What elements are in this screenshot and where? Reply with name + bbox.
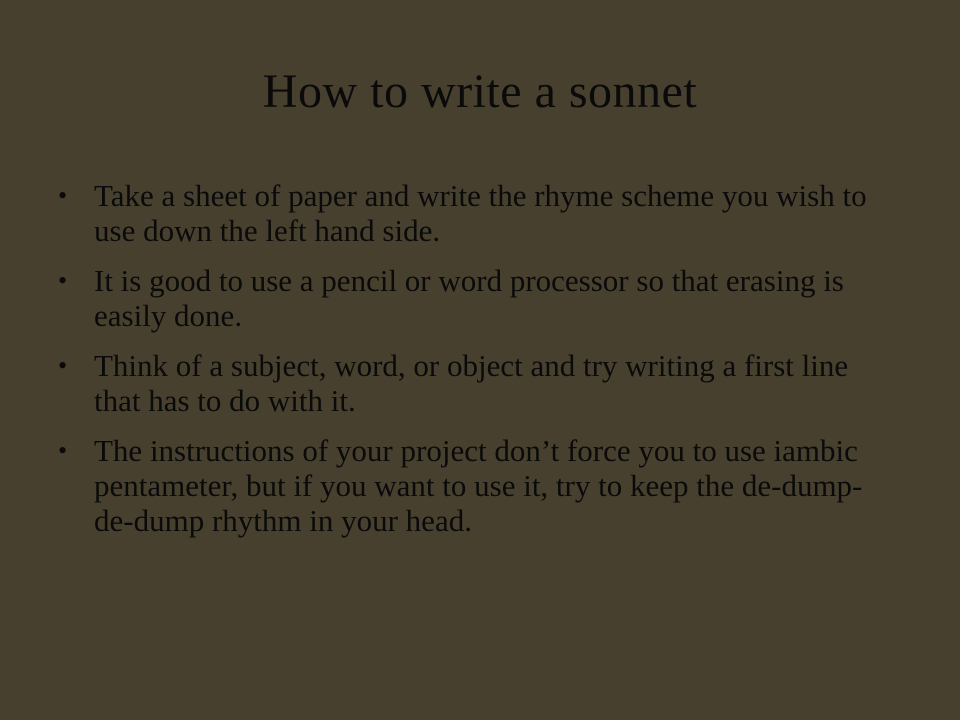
bullet-icon: • xyxy=(58,351,68,380)
bullet-text: Take a sheet of paper and write the rhyme scheme you wish to use down the left hand side. xyxy=(94,178,867,248)
bullet-icon: • xyxy=(58,266,68,295)
bullet-icon: • xyxy=(58,181,68,210)
bullet-item xyxy=(58,178,898,248)
bullet-item xyxy=(58,348,898,418)
bullet-text: It is good to use a pencil or word processor so that erasing is easily done. xyxy=(94,263,844,333)
bullet-list xyxy=(58,178,898,553)
slide-title: How to write a sonnet xyxy=(262,65,698,118)
bullet-text: The instructions of your project don’t force you to use iambic pentameter, but if you want to use it, try to keep the de-dump-de-dump rhythm in your head. xyxy=(94,433,863,538)
bullet-text: Think of a subject, word, or object and try writing a first line that has to do with it. xyxy=(94,348,849,418)
bullet-icon: • xyxy=(58,436,68,465)
bullet-item xyxy=(58,263,898,333)
bullet-item xyxy=(58,433,898,538)
